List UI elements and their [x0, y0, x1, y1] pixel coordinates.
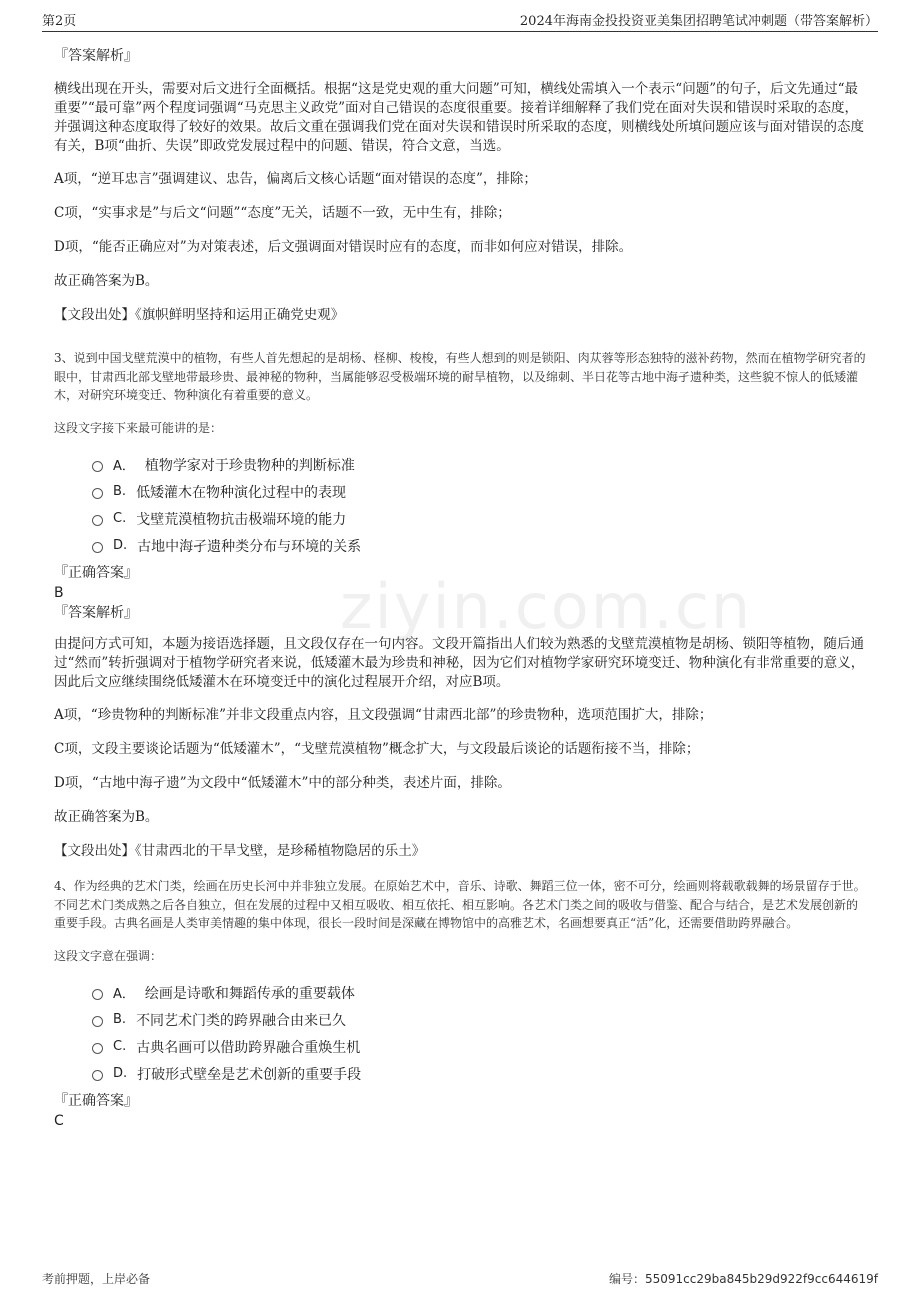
question-3-stem: 3、说到中国戈壁荒漠中的植物，有些人首先想起的是胡杨、柽柳、梭梭，有些人想到的则是锁阳、肉苁蓉等形态独特的滋补药物，然而在植物学研究者的眼中，甘肃西北部戈壁地带最珍贵、最神秘的物种，当属能够忍受极端环境的耐旱植物，以及绵刺、半日花等古地中海孑遗种类，这些貌不惊人的低矮灌木，对研究环境变迁、物种演化有着重要的意义。 [54, 351, 866, 402]
analysis-title: 『答案解析』 [54, 605, 138, 621]
correct-answer: B [54, 585, 64, 601]
correct-answer: C [54, 1113, 64, 1129]
page-content [54, 40, 866, 1131]
analysis-option-a: A项，“逆耳忠言”强调建议、忠告，偏离后文核心话题“面对错误的态度”，排除； [54, 171, 537, 187]
question-4-options [54, 979, 866, 1087]
analysis-paragraph: 横线出现在开头，需要对后文进行全面概括。根据“这是党史观的重大问题”可知，横线处需填入一个表示“问题”的句子，后文先通过“最重要”“最可靠”两个程度词强调“马克思主义政党”面对自己错误的态度很重要。接着详细解释了我们党在面对失误和错误时采取的态度，并强调这种态度取得了较好的效果。故后文重在强调我们党在面对失误和错误时所采取的态度，则横线处所填问题应该与面对错误的态度有关，B项“曲折、失误”即政党发展过程中的问题、错误，符合文意，当选。 [54, 81, 864, 154]
analysis-option-a: A项，“珍贵物种的判断标准”并非文段重点内容，且文段强调“甘肃西北部”的珍贵物种，选项范围扩大，排除； [54, 707, 713, 723]
page-number: 第2页 [42, 14, 77, 29]
question-4-option-b[interactable]: B. 不同艺术门类的跨界融合由来已久 [92, 1006, 866, 1033]
radio-icon[interactable] [92, 515, 103, 526]
question-4-stem: 4、作为经典的艺术门类，绘画在历史长河中并非独立发展。在原始艺术中，音乐、诗歌、舞蹈三位一体，密不可分，绘画则将载歌载舞的场景留存于世。不同艺术门类成熟之后各自独立，但在发展的过程中又相互吸收、相互依托、相互影响。各艺术门类之间的吸收与借鉴、配合与结合，是艺术发展创新的重要手段。古典名画是人类审美情趣的集中体现，很长一段时间是深藏在博物馆中的高雅艺术，名画想要真正“活”化，还需要借助跨界融合。 [54, 879, 866, 930]
question-4-option-a[interactable]: A． 绘画是诗歌和舞蹈传承的重要载体 [92, 979, 866, 1006]
radio-icon[interactable] [92, 1043, 103, 1054]
radio-icon[interactable] [92, 542, 103, 553]
radio-icon[interactable] [92, 1070, 103, 1081]
source-citation: 【文段出处】《甘肃西北的干旱戈壁，是珍稀植物隐居的乐土》 [54, 843, 426, 859]
page-footer [42, 1270, 878, 1288]
analysis-option-c: C项，“实事求是”与后文“问题”“态度”无关，话题不一致，无中生有，排除； [54, 205, 511, 221]
analysis-option-d: D项，“能否正确应对”为对策表述，后文强调面对错误时应有的态度，而非如何应对错误，排除。 [54, 239, 633, 255]
document-code: 编号：55091cc29ba845b29d922f9cc644619f [608, 1272, 878, 1286]
analysis-option-d: D项，“古地中海孑遗”为文段中“低矮灌木”中的部分种类，表述片面，排除。 [54, 775, 511, 791]
analysis-paragraph: 由提问方式可知，本题为接语选择题，且文段仅存在一句内容。文段开篇指出人们较为熟悉的戈壁荒漠植物是胡杨、锁阳等植物，随后通过“然而”转折强调对于植物学研究者来说，低矮灌木最为珍贵和神秘，因为它们对植物学家研究环境变迁、物种演化有非常重要的意义，因此后文应继续围绕低矮灌木在环境变迁中的演化过程展开介绍，对应B项。 [54, 636, 865, 690]
question-3-option-b[interactable]: B. 低矮灌木在物种演化过程中的表现 [92, 478, 866, 505]
question-3-options [54, 451, 866, 559]
radio-icon[interactable] [92, 989, 103, 1000]
correct-answer-title: 『正确答案』 [54, 1093, 138, 1109]
analysis-option-c: C项，文段主要谈论话题为“低矮灌木”，“戈壁荒漠植物”概念扩大，与文段最后谈论的话题衔接不当，排除； [54, 741, 700, 757]
answer-statement: 故正确答案为B。 [54, 273, 159, 289]
question-4-prompt: 这段文字意在强调： [54, 948, 163, 963]
question-3-option-a[interactable]: A． 植物学家对于珍贵物种的判断标准 [92, 451, 866, 478]
radio-icon[interactable] [92, 461, 103, 472]
question-4-option-d[interactable]: D. 打破形式壁垒是艺术创新的重要手段 [92, 1060, 866, 1087]
answer-statement: 故正确答案为B。 [54, 809, 159, 825]
analysis-title: 『答案解析』 [54, 48, 138, 64]
question-3-option-d[interactable]: D. 古地中海孑遗种类分布与环境的关系 [92, 532, 866, 559]
document-title: 2024年海南金投投资亚美集团招聘笔试冲刺题（带答案解析） [519, 14, 878, 29]
watermark: ziyin.com.cn [340, 570, 753, 643]
question-3-prompt: 这段文字接下来最可能讲的是： [54, 420, 223, 435]
correct-answer-title: 『正确答案』 [54, 565, 138, 581]
page-header [42, 12, 878, 32]
question-4-option-c[interactable]: C. 古典名画可以借助跨界融合重焕生机 [92, 1033, 866, 1060]
source-citation: 【文段出处】《旗帜鲜明坚持和运用正确党史观》 [54, 307, 345, 323]
radio-icon[interactable] [92, 1016, 103, 1027]
footer-slogan: 考前押题，上岸必备 [42, 1272, 151, 1286]
question-3-option-c[interactable]: C. 戈壁荒漠植物抗击极端环境的能力 [92, 505, 866, 532]
radio-icon[interactable] [92, 488, 103, 499]
